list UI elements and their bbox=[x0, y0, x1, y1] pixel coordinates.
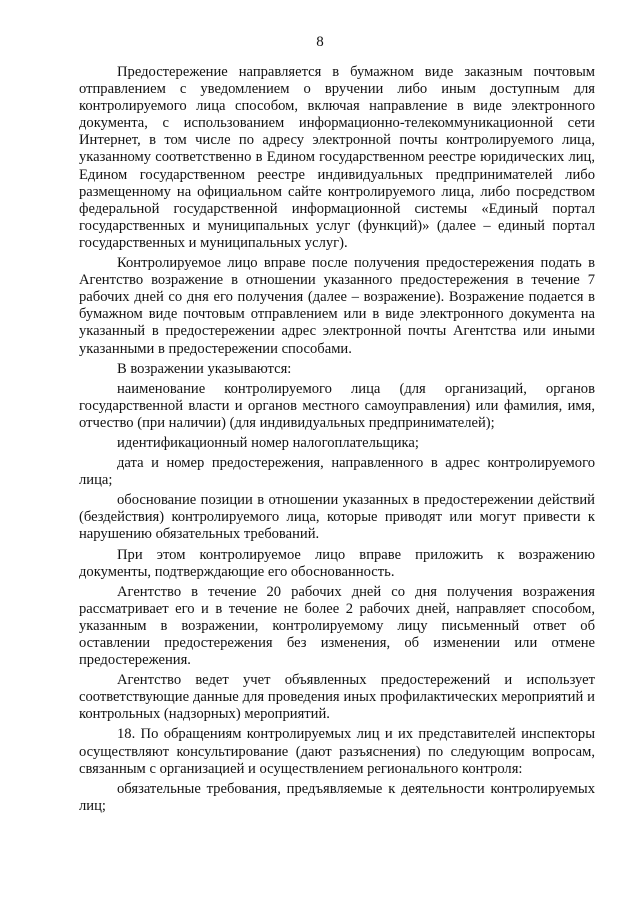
paragraph-objection-contents-intro: В возражении указываются: bbox=[117, 360, 292, 377]
paragraph-objection-attachments: При этом контролируемое лицо вправе приложить к возражению документы, подтверждающие его обоснованность. bbox=[79, 546, 595, 580]
paragraph-consulting-item-requirements: обязательные требования, предъявляемые к деятельности контролируемых лиц; bbox=[79, 780, 595, 814]
paragraph-objection-item-grounds: обоснование позиции в отношении указанных в предостережении действий (бездействия) контролируемого лица, которые приводят или могут привести к нарушению обязательных требований. bbox=[79, 492, 595, 543]
paragraph-objection-review: Агентство в течение 20 рабочих дней со дня получения возражения рассматривает его и в течение не более 2 рабочих дней, направляет способом, указанным в возражении, контролируемому лицу письменный ответ об оставлении предостережения без изменения, об изменении или отмене предостережения. bbox=[79, 583, 595, 669]
paragraph-objection-item-name: наименование контролируемого лица (для организаций, органов государственной власти и органов местного самоуправления) или фамилия, имя, отчество (при наличии) (для индивидуальных предпринимателей); bbox=[79, 380, 595, 431]
paragraph-warning-delivery: Предостережение направляется в бумажном виде заказным почтовым отправлением с уведомлением о вручении либо иным доступным для контролируемого лица способом, включая направление в виде электронного документа, с использованием информационно-телекоммуникационной сети Интернет, в том числе по адресу электронной почты контролируемого лица, указанному соответственно в Едином государственном реестре юридических лиц, Едином государственном реестре индивидуальных предпринимателей либо размещенному на официальном сайте контролируемого лица, либо посредством федеральной государственной информационной системы «Единый портал государственных и муниципальных услуг (функций)» (далее – единый портал государственных и муниципальных услуг). bbox=[79, 64, 595, 251]
paragraph-objection-item-inn: идентификационный номер налогоплательщика; bbox=[117, 434, 419, 451]
paragraph-objection-item-date: дата и номер предостережения, направленного в адрес контролируемого лица; bbox=[79, 455, 595, 489]
page-number: 8 bbox=[316, 34, 324, 50]
paragraph-warnings-accounting: Агентство ведет учет объявленных предостережений и использует соответствующие данные для проведения иных профилактических мероприятий и контрольных (надзорных) мероприятий. bbox=[79, 672, 595, 723]
document-body bbox=[79, 64, 595, 818]
paragraph-objection-right: Контролируемое лицо вправе после получения предостережения подать в Агентство возражение в отношении указанного предостережения в течение 7 рабочих дней со дня его получения (далее – возражение). Возражение подается в бумажном виде почтовым отправлением или в виде электронного документа на указанный в предостережении адрес электронной почты Агентства или иными указанными в предостережении способами. bbox=[79, 255, 595, 357]
paragraph-consulting-clause-18: 18. По обращениям контролируемых лиц и их представителей инспекторы осуществляют консультирование (дают разъяснения) по следующим вопросам, связанным с организацией и осуществлением регионального контроля: bbox=[79, 726, 595, 777]
